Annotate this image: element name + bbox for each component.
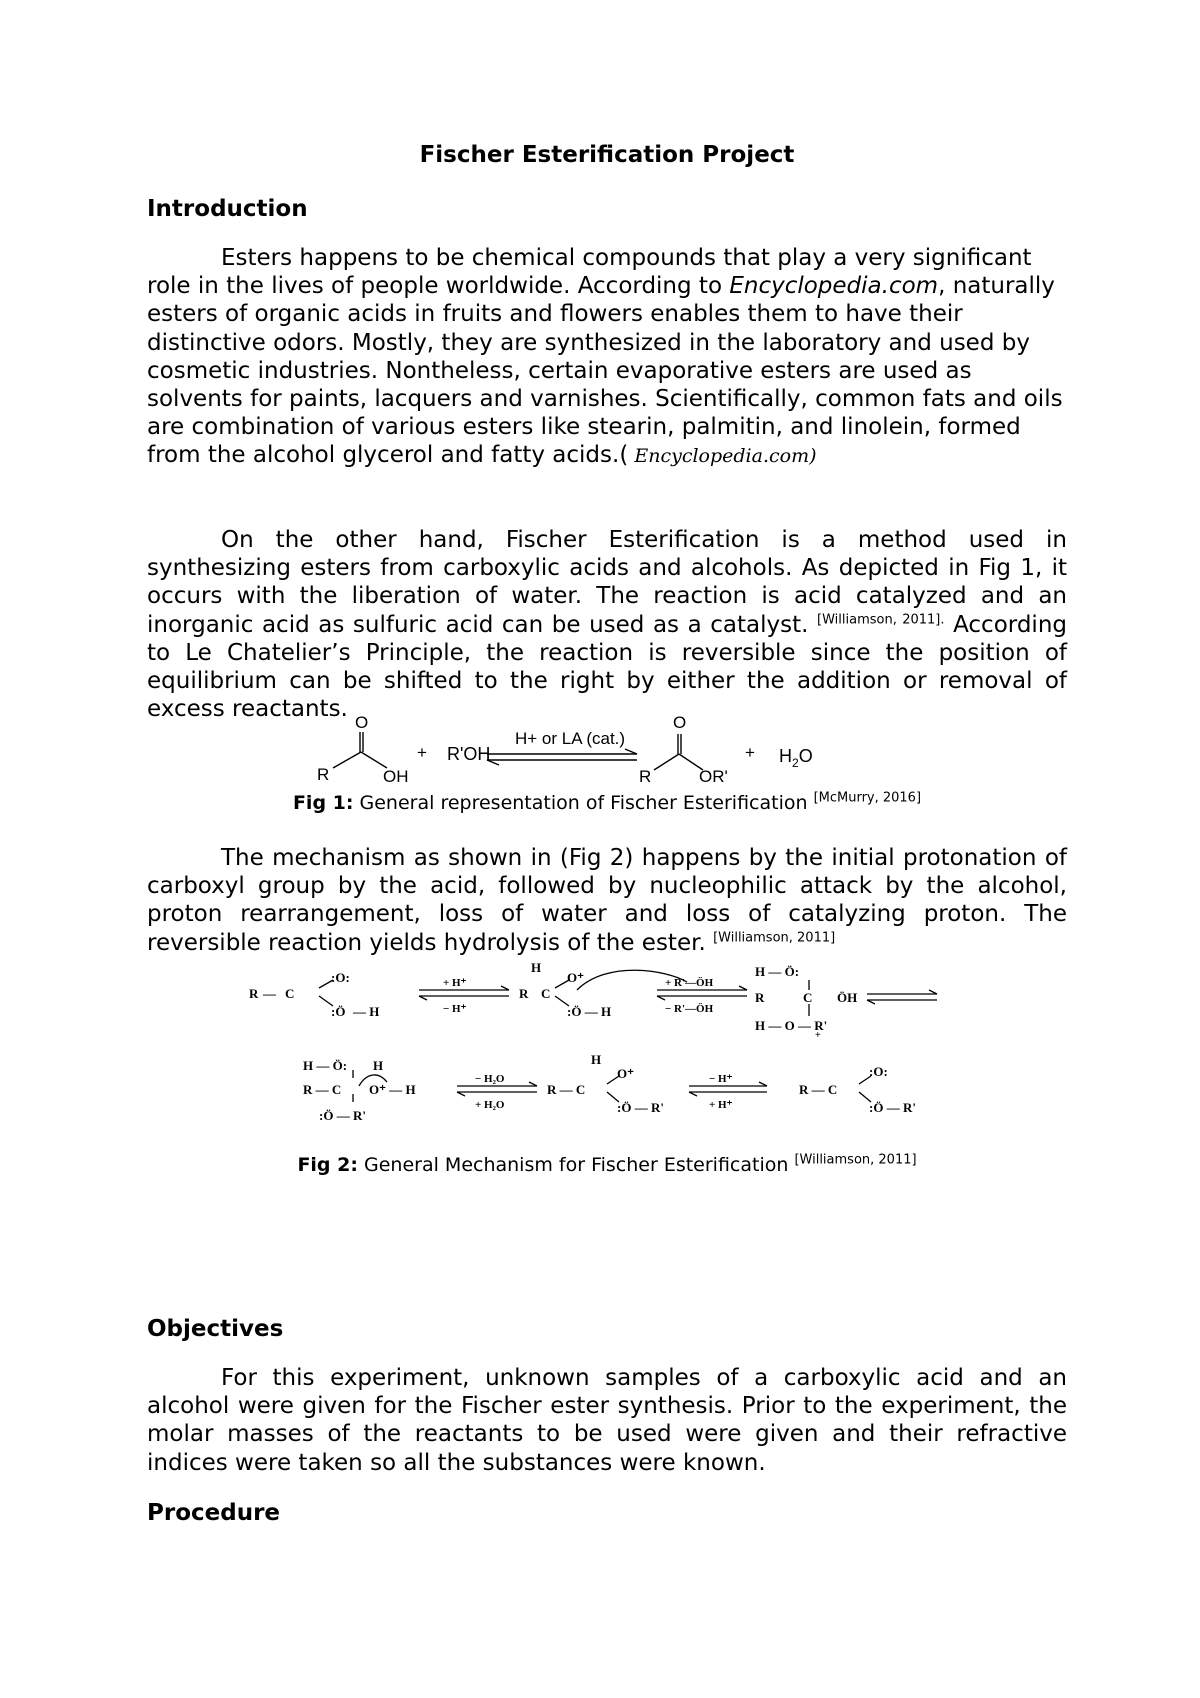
fig2-r2-b-o: O⁺ [617,1066,634,1081]
fig2-r1-t-oh: ÖH [837,990,858,1005]
fig1-or: OR' [699,767,728,786]
fig2-r1-c2: C [541,986,551,1001]
fig2-r1-t-h1: H — Ö: [755,964,800,979]
fig2-r1-t-r: R [755,990,765,1005]
fig2-r1-t-c: C [803,990,813,1005]
objectives-paragraph: For this experiment, unknown samples of a carboxylic acid and an alcohol were given for the Fischer ester synthesis. Prior to the experiment, the molar masses of the reactants to be used were given and their refractive indices were taken so all the substances were known. [147,1365,1067,1476]
fig2-r1-h2: H [531,960,542,975]
intro-p2-text-a: On the other hand, Fischer Esterification is a method used in synthesizing esters from carboxylic acids and alcohols. As depicted in Fig 1, it occurs with the liberation of water. The reaction is acid catalyzed and an inorganic acid as sulfuric acid can be used as a catalyst. [147,527,1067,638]
fig2-r1-r: R [249,986,259,1001]
fig2-arrow3-top: − H₂O [475,1073,505,1085]
fig2-r1-r2: R [519,986,529,1001]
fig1-water-sub: 2 [792,756,799,770]
intro-p1-source: Encyclopedia.com [729,273,939,300]
fig2-arrow2-top: + R'—ÖH [665,977,714,989]
fig2-r2-a-or: :Ö — R' [319,1108,366,1123]
fig1-water-h: H [779,746,792,766]
fig1-plus1: + [417,743,427,762]
fig2-r2-c-o: :O: [869,1064,888,1079]
fig1-caption [147,792,1067,814]
fig2-r1-o2-bot: :Ö — H [567,1004,612,1019]
fig2-r2-b-r: R — C [547,1082,586,1097]
fig2-arrow4-bot: + H⁺ [709,1099,733,1111]
fig2-arrow3-bot: + H₂O [475,1099,505,1111]
fig2-r1-o-top: :O: [331,970,350,985]
heading-introduction: Introduction [147,196,308,222]
fig1-catalyst: H+ or LA (cat.) [515,729,626,748]
fig1-water [779,746,813,770]
mechanism-citation: [Williamson, 2011] [713,929,836,945]
intro-paragraph-2 [147,526,1067,723]
fig1-label: Fig 1: [292,792,354,814]
fig2-r2-a-r: R — C [303,1082,342,1097]
fig2-r2-a-h: H — Ö: [303,1058,348,1073]
fig2-r2-b-h: H [591,1052,602,1067]
fig2-caption [147,1154,1067,1176]
mechanism-paragraph [147,844,1067,957]
fig1-citation: [McMurry, 2016] [813,790,922,806]
fig2-r2-a-h2: H [373,1058,384,1073]
fig2-citation: [Williamson, 2011] [794,1152,917,1168]
fig2-r1-c: C [285,986,295,1001]
fig2-r2-c-r: R — C [799,1082,838,1097]
fig2-mechanism-scheme [247,960,967,1130]
heading-objectives: Objectives [147,1316,284,1342]
fig2-r1-dash: — [263,986,276,1001]
fig1-o2: O [673,713,687,732]
heading-procedure: Procedure [147,1500,281,1526]
fig2-arrow1-bot: − H⁺ [443,1003,467,1015]
fig1-caption-text: General representation of Fischer Esterification [353,792,814,814]
document-title: Fischer Esterification Project [419,142,795,168]
fig2-arrow4-top: − H⁺ [709,1073,733,1085]
fig1-r1: R [317,765,330,784]
fig1-reaction-scheme [297,712,917,792]
intro-p1-text-b: , naturally esters of organic acids in fruits and flowers enables them to have their distinctive odors. Mostly, they are synthesized in the laboratory and used by cosmetic industries. Nontheless, certain evaporative esters are used as solvents for paints, lacquers and varnishes. Scientifically, common fats and oils are combination of various esters like stearin, palmitin, and linolein, formed from the alcohol glycerol and fatty acids.( [147,273,1063,469]
intro-p1-text-a: Esters happens to be chemical compounds that play a very significant role in the lives of people worldwide. According to [147,245,1032,300]
mechanism-text: The mechanism as shown in (Fig 2) happens by the initial protonation of carboxyl group by the acid, followed by nucleophilic attack by the alcohol, proton rearrangement, loss of water and loss of catalyzing proton. The reversible reaction yields hydrolysis of the ester. [147,845,1067,956]
fig2-r1-o2-top: O⁺ [567,970,584,985]
fig2-r2-a-o: O⁺ — H [369,1082,416,1097]
fig2-caption-text: General Mechanism for Fischer Esterification [357,1154,795,1176]
intro-p2-text-b: According to Le Chatelier’s Principle, the reaction is reversible since the position of equilibrium can be shifted to the right by either the addition or removal of excess reactants. [147,611,1067,723]
fig2-r2-c-or: :Ö — R' [869,1100,916,1115]
fig2-arrow1-top: + H⁺ [443,977,467,989]
fig2-r1-t-h2: H — O — R' [755,1018,828,1033]
fig1-water-o: O [798,746,813,766]
intro-p1-citation: Encyclopedia.com) [628,445,817,468]
fig1-oh: OH [383,767,409,786]
fig1-o1: O [355,713,369,732]
fig1-plus2: + [745,743,755,762]
intro-paragraph-1 [147,244,1067,471]
fig2-label: Fig 2: [297,1154,358,1176]
fig2-r2-b-or: :Ö — R' [617,1100,664,1115]
fig1-alcohol: R'OH [447,744,491,764]
fig2-arrow2-bot: − R'—ÖH [665,1003,714,1015]
fig2-r1-o-bot: :Ö [331,1004,346,1019]
fig2-r1-h: — H [353,1004,380,1019]
fig2-r1-t-plus: + [815,1030,821,1041]
fig1-r2: R [639,767,652,786]
intro-p2-citation: [Williamson, 2011]. [817,611,945,627]
